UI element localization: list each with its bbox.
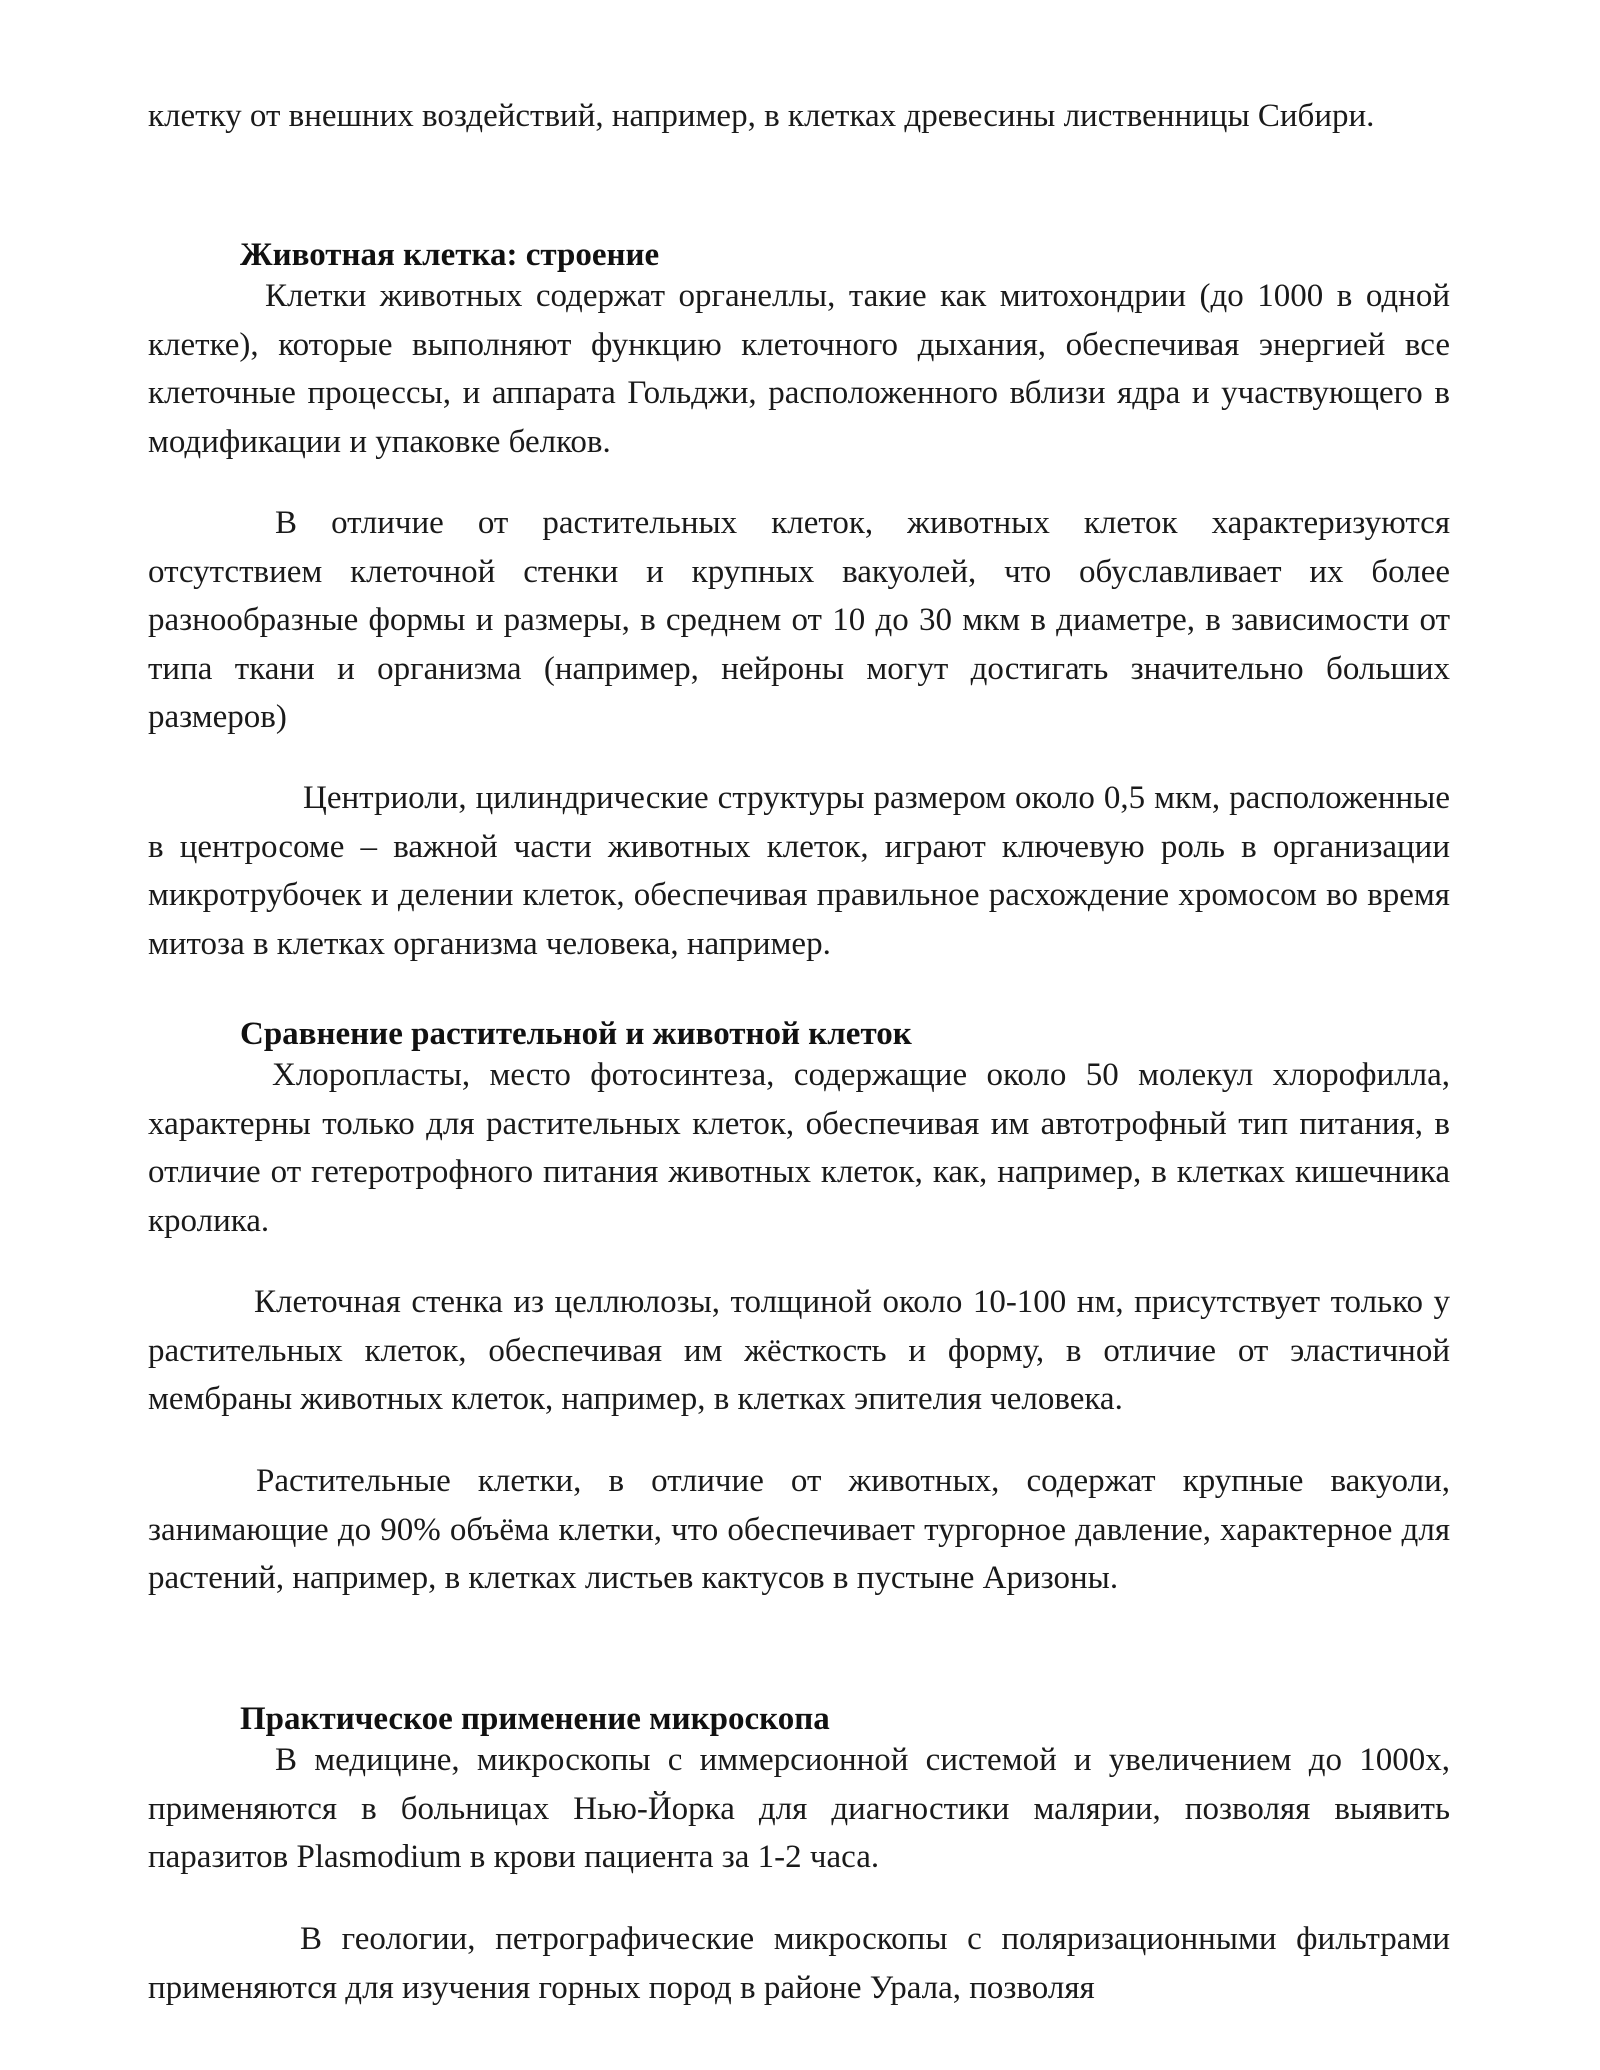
paragraph-medicine-microscopes: В медицине, микроскопы с иммерсионной системой и увеличением до 1000х, применяются в больницах Нью-Йорка для диагностики малярии, позволяя выявить паразитов Plasmodium в крови пациента за 1-2 часа. [148, 1742, 1450, 1875]
heading-animal-cell-structure: Животная клетка: строение [240, 237, 660, 273]
paragraph-intro-continuation: клетку от внешних воздействий, например, в клетках древесины лиственницы Сибири. [148, 98, 1375, 134]
paragraph-vacuoles: Растительные клетки, в отличие от животных, содержат крупные вакуоли, занимающие до 90% объёма клетки, что обеспечивает тургорное давление, характерное для растений, например, в клетках листьев кактусов в пустыне Аризоны. [148, 1463, 1450, 1596]
heading-microscope-application: Практическое применение микроскопа [240, 1701, 830, 1737]
paragraph-chloroplasts: Хлоропласты, место фотосинтеза, содержащие около 50 молекул хлорофилла, характерны только для растительных клеток, обеспечивая им автотрофный тип питания, в отличие от гетеротрофного питания животных клеток, как, например, в клетках кишечника кролика. [148, 1057, 1450, 1239]
paragraph-geology-microscopes: В геологии, петрографические микроскопы с поляризационными фильтрами применяются для изучения горных пород в районе Урала, позволяя [148, 1921, 1450, 2006]
heading-plant-animal-comparison: Сравнение растительной и животной клеток [240, 1016, 912, 1052]
paragraph-centrioles: Центриоли, цилиндрические структуры размером около 0,5 мкм, расположенные в центросоме – важной части животных клеток, играют ключевую роль в организации микротрубочек и делении клеток, обеспечивая правильное расхождение хромосом во время митоза в клетках организма человека, например. [148, 780, 1450, 962]
paragraph-cell-wall: Клеточная стенка из целлюлозы, толщиной около 10-100 нм, присутствует только у растительных клеток, обеспечивая им жёсткость и форму, в отличие от эластичной мембраны животных клеток, например, в клетках эпителия человека. [148, 1284, 1450, 1417]
paragraph-animal-organelles: Клетки животных содержат органеллы, такие как митохондрии (до 1000 в одной клетке), которые выполняют функцию клеточного дыхания, обеспечивая энергией все клеточные процессы, и аппарата Гольджи, расположенного вблизи ядра и участвующего в модификации и упаковке белков. [148, 278, 1450, 460]
paragraph-animal-vs-plant-shape: В отличие от растительных клеток, животных клеток характеризуются отсутствием клеточной стенки и крупных вакуолей, что обуславливает их более разнообразные формы и размеры, в среднем от 10 до 30 мкм в диаметре, в зависимости от типа ткани и организма (например, нейроны могут достигать значительно больших размеров) [148, 505, 1450, 735]
